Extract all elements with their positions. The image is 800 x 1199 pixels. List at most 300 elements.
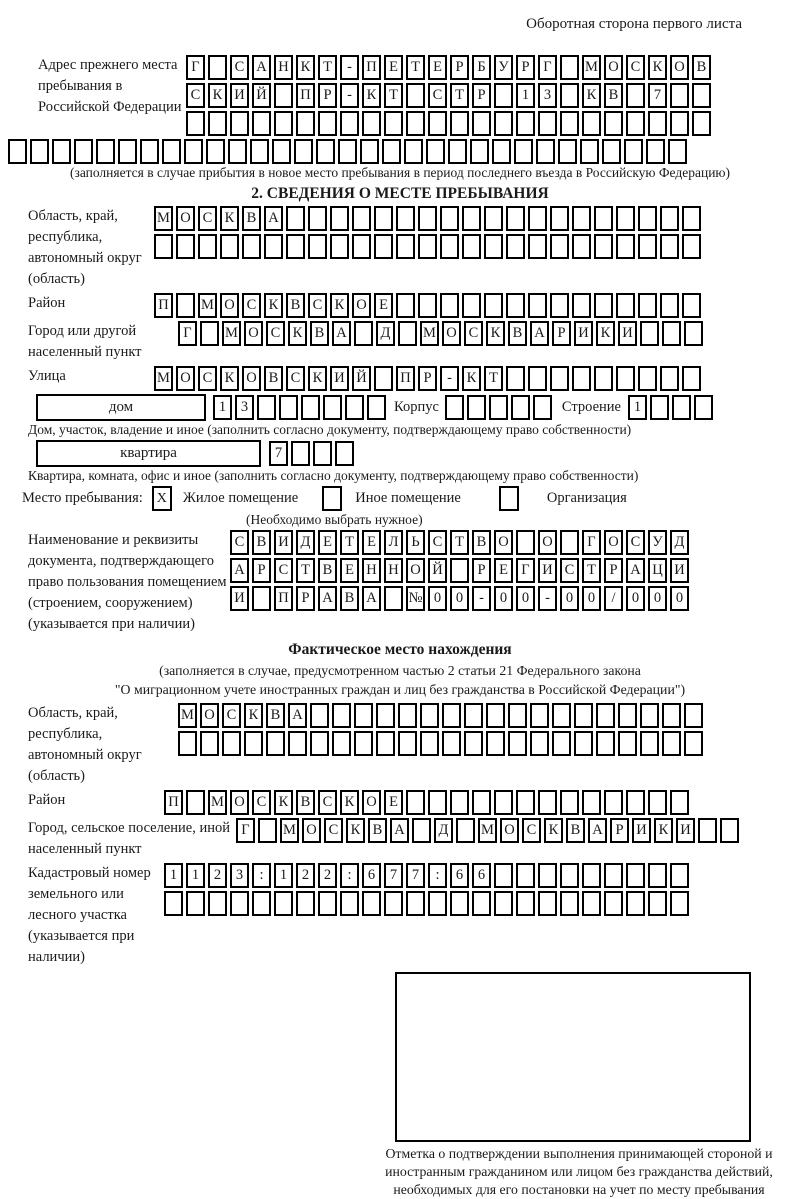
prev-address-row-2: [186, 83, 711, 108]
char-cell: 6: [450, 863, 469, 888]
char-cell: К: [220, 366, 239, 391]
char-cell: Д: [434, 818, 453, 843]
char-cell: Т: [318, 55, 337, 80]
char-cell: С: [198, 366, 217, 391]
char-cell: [200, 321, 219, 346]
char-cell: [538, 891, 557, 916]
char-cell: [560, 863, 579, 888]
char-cell: И: [330, 366, 349, 391]
char-cell: А: [264, 206, 283, 231]
actual-location-note-2: "О миграционном учете иностранных граждан и лиц без гражданства в Российской Федерации"): [114, 681, 686, 697]
char-cell: А: [390, 818, 409, 843]
char-cell: [398, 321, 417, 346]
char-cell: [662, 703, 681, 728]
char-cell: [538, 790, 557, 815]
char-cell: [660, 293, 679, 318]
char-cell: [552, 703, 571, 728]
char-cell: [472, 790, 491, 815]
char-cell: 3: [235, 395, 254, 420]
char-cell: [582, 790, 601, 815]
char-cell: [286, 234, 305, 259]
char-cell: [670, 863, 689, 888]
char-cell: Е: [494, 558, 513, 583]
char-cell: [536, 139, 555, 164]
char-cell: Р: [450, 55, 469, 80]
char-cell: [626, 891, 645, 916]
char-cell: :: [252, 863, 271, 888]
char-cell: С: [242, 293, 261, 318]
char-cell: В: [508, 321, 527, 346]
actual-region-field: [8, 703, 792, 787]
actual-region-row-1: [178, 703, 703, 728]
char-cell: [604, 790, 623, 815]
char-cell: [335, 441, 354, 466]
char-cell: [626, 111, 645, 136]
char-cell: [638, 234, 657, 259]
char-cell: [574, 731, 593, 756]
char-cell: С: [230, 530, 249, 555]
char-cell: [494, 790, 513, 815]
char-cell: Г: [236, 818, 255, 843]
char-cell: В: [242, 206, 261, 231]
char-cell: [660, 366, 679, 391]
char-cell: [164, 891, 183, 916]
char-cell: С: [252, 790, 271, 815]
char-cell: [572, 366, 591, 391]
char-cell: С: [308, 293, 327, 318]
char-cell: [8, 139, 27, 164]
char-cell: И: [538, 558, 557, 583]
char-cell: [462, 206, 481, 231]
char-cell: [596, 731, 615, 756]
char-cell: [486, 731, 505, 756]
char-cell: [266, 731, 285, 756]
char-cell: И: [618, 321, 637, 346]
char-cell: Р: [418, 366, 437, 391]
char-cell: [660, 206, 679, 231]
char-cell: Т: [450, 530, 469, 555]
char-cell: :: [340, 863, 359, 888]
char-cell: Ь: [406, 530, 425, 555]
char-cell: [684, 321, 703, 346]
char-cell: [672, 395, 691, 420]
char-cell: А: [230, 558, 249, 583]
prev-address-row-3: [186, 111, 711, 136]
char-cell: [230, 891, 249, 916]
char-cell: Т: [406, 55, 425, 80]
char-cell: [310, 703, 329, 728]
char-cell: И: [670, 558, 689, 583]
char-cell: [406, 111, 425, 136]
district-row: [154, 293, 701, 318]
char-cell: К: [654, 818, 673, 843]
char-cell: С: [198, 206, 217, 231]
char-cell: В: [296, 790, 315, 815]
char-cell: [428, 111, 447, 136]
char-cell: [118, 139, 137, 164]
char-cell: [426, 139, 445, 164]
char-cell: У: [494, 55, 513, 80]
char-cell: [670, 891, 689, 916]
char-cell: О: [538, 530, 557, 555]
char-cell: 1: [628, 395, 647, 420]
prev-address-row-4: [8, 139, 792, 164]
house-cells: [213, 395, 386, 420]
char-cell: 7: [648, 83, 667, 108]
char-cell: В: [368, 818, 387, 843]
char-cell: А: [362, 586, 381, 611]
char-cell: Е: [318, 530, 337, 555]
char-cell: [264, 234, 283, 259]
char-cell: [244, 731, 263, 756]
char-cell: [684, 731, 703, 756]
char-cell: [418, 234, 437, 259]
char-cell: О: [230, 790, 249, 815]
char-cell: В: [472, 530, 491, 555]
char-cell: [272, 139, 291, 164]
char-cell: [406, 891, 425, 916]
char-cell: К: [274, 790, 293, 815]
char-cell: Т: [484, 366, 503, 391]
char-cell: [428, 891, 447, 916]
house-note: Дом, участок, владение и иное (заполнить согласно документу, подтверждающему право собственности): [28, 422, 632, 437]
char-cell: [494, 83, 513, 108]
char-cell: [448, 139, 467, 164]
char-cell: 0: [670, 586, 689, 611]
char-cell: М: [582, 55, 601, 80]
char-cell: Г: [516, 558, 535, 583]
char-cell: [494, 863, 513, 888]
char-cell: [252, 891, 271, 916]
char-cell: К: [346, 818, 365, 843]
actual-region-row-2: [178, 731, 703, 756]
char-cell: 0: [516, 586, 535, 611]
char-cell: [301, 395, 320, 420]
char-cell: [398, 703, 417, 728]
char-cell: [258, 818, 277, 843]
char-cell: [274, 891, 293, 916]
char-cell: Р: [516, 55, 535, 80]
char-cell: Т: [582, 558, 601, 583]
char-cell: [428, 790, 447, 815]
char-cell: 7: [406, 863, 425, 888]
char-cell: [456, 818, 475, 843]
char-cell: К: [340, 790, 359, 815]
actual-city-field: [8, 818, 792, 860]
char-cell: 1: [274, 863, 293, 888]
char-cell: М: [280, 818, 299, 843]
apartment-cells: [269, 441, 354, 466]
apartment-field: [36, 440, 792, 467]
char-cell: В: [252, 530, 271, 555]
char-cell: С: [324, 818, 343, 843]
char-cell: [162, 139, 181, 164]
char-cell: [440, 293, 459, 318]
char-cell: О: [494, 530, 513, 555]
char-cell: А: [626, 558, 645, 583]
char-cell: [538, 111, 557, 136]
char-cell: В: [604, 83, 623, 108]
char-cell: [384, 111, 403, 136]
char-cell: Е: [340, 558, 359, 583]
char-cell: [384, 891, 403, 916]
char-cell: Б: [472, 55, 491, 80]
char-cell: М: [154, 366, 173, 391]
stay-type-checkbox-residential: X: [152, 486, 172, 511]
char-cell: С: [428, 530, 447, 555]
char-cell: Т: [296, 558, 315, 583]
char-cell: [464, 731, 483, 756]
char-cell: [208, 891, 227, 916]
char-cell: Л: [384, 530, 403, 555]
char-cell: [626, 83, 645, 108]
char-cell: [308, 206, 327, 231]
document-label: Наименование и реквизиты документа, подтверждающего право пользования помещением (строением, сооружением) (указывается при наличии): [28, 532, 227, 632]
char-cell: Е: [374, 293, 393, 318]
char-cell: М: [222, 321, 241, 346]
char-cell: [660, 234, 679, 259]
char-cell: 0: [494, 586, 513, 611]
char-cell: [604, 863, 623, 888]
char-cell: О: [362, 790, 381, 815]
char-cell: [354, 321, 373, 346]
char-cell: К: [288, 321, 307, 346]
char-cell: [308, 234, 327, 259]
stay-type-row: [22, 486, 792, 511]
char-cell: [176, 234, 195, 259]
char-cell: [396, 234, 415, 259]
char-cell: [648, 863, 667, 888]
region-field: [8, 206, 792, 290]
char-cell: 0: [648, 586, 667, 611]
char-cell: [511, 395, 530, 420]
char-cell: С: [522, 818, 541, 843]
actual-location-title: Фактическое место нахождения: [288, 641, 512, 658]
char-cell: С: [560, 558, 579, 583]
char-cell: [362, 111, 381, 136]
char-cell: [286, 206, 305, 231]
district-field: [8, 293, 792, 318]
char-cell: [572, 293, 591, 318]
char-cell: -: [340, 83, 359, 108]
char-cell: [354, 731, 373, 756]
char-cell: [626, 863, 645, 888]
char-cell: [310, 731, 329, 756]
char-cell: -: [472, 586, 491, 611]
char-cell: [484, 293, 503, 318]
char-cell: [594, 293, 613, 318]
char-cell: [52, 139, 71, 164]
char-cell: [604, 891, 623, 916]
char-cell: 3: [230, 863, 249, 888]
char-cell: К: [220, 206, 239, 231]
char-cell: И: [274, 530, 293, 555]
char-cell: Е: [384, 55, 403, 80]
char-cell: К: [208, 83, 227, 108]
region-row-1: [154, 206, 701, 231]
char-cell: [184, 139, 203, 164]
char-cell: [692, 83, 711, 108]
form-page: [0, 16, 800, 1199]
char-cell: [440, 206, 459, 231]
char-cell: [528, 366, 547, 391]
char-cell: [74, 139, 93, 164]
char-cell: М: [154, 206, 173, 231]
char-cell: [648, 111, 667, 136]
char-cell: [550, 293, 569, 318]
char-cell: [650, 395, 669, 420]
char-cell: 1: [213, 395, 232, 420]
char-cell: [274, 83, 293, 108]
cadastral-row-2: [164, 891, 689, 916]
char-cell: [670, 83, 689, 108]
char-cell: 2: [318, 863, 337, 888]
stay-type-option-residential: Жилое помещение: [182, 490, 299, 506]
char-cell: [313, 441, 332, 466]
char-cell: [296, 111, 315, 136]
char-cell: [489, 395, 508, 420]
char-cell: П: [164, 790, 183, 815]
char-cell: [228, 139, 247, 164]
char-cell: [252, 111, 271, 136]
char-cell: Е: [362, 530, 381, 555]
char-cell: Т: [384, 83, 403, 108]
char-cell: [418, 206, 437, 231]
char-cell: [340, 111, 359, 136]
char-cell: [418, 293, 437, 318]
char-cell: [206, 139, 225, 164]
char-cell: [340, 891, 359, 916]
char-cell: А: [588, 818, 607, 843]
char-cell: [406, 790, 425, 815]
char-cell: Д: [376, 321, 395, 346]
char-cell: [662, 321, 681, 346]
char-cell: [648, 891, 667, 916]
char-cell: [616, 234, 635, 259]
char-cell: Н: [274, 55, 293, 80]
char-cell: -: [340, 55, 359, 80]
char-cell: В: [318, 558, 337, 583]
char-cell: О: [176, 206, 195, 231]
char-cell: С: [464, 321, 483, 346]
char-cell: О: [200, 703, 219, 728]
city-label: Город или другой населенный пункт: [28, 323, 142, 360]
char-cell: И: [676, 818, 695, 843]
char-cell: [516, 863, 535, 888]
char-cell: Н: [384, 558, 403, 583]
char-cell: [506, 206, 525, 231]
char-cell: А: [288, 703, 307, 728]
char-cell: О: [406, 558, 425, 583]
cadastral-grid: [164, 863, 689, 916]
char-cell: [332, 703, 351, 728]
char-cell: Д: [670, 530, 689, 555]
char-cell: [552, 731, 571, 756]
char-cell: [376, 731, 395, 756]
char-cell: С: [626, 530, 645, 555]
prev-address-field: [8, 55, 792, 136]
char-cell: 6: [472, 863, 491, 888]
char-cell: К: [596, 321, 615, 346]
char-cell: Ц: [648, 558, 667, 583]
document-grid: [230, 530, 689, 611]
char-cell: [442, 703, 461, 728]
char-cell: [618, 703, 637, 728]
actual-district-field: [8, 790, 792, 815]
actual-region-label: Область, край, республика, автономный округ (область): [28, 705, 142, 784]
char-cell: У: [648, 530, 667, 555]
char-cell: [604, 111, 623, 136]
char-cell: [638, 293, 657, 318]
char-cell: [533, 395, 552, 420]
char-cell: №: [406, 586, 425, 611]
char-cell: Й: [352, 366, 371, 391]
char-cell: В: [264, 366, 283, 391]
char-cell: С: [266, 321, 285, 346]
char-cell: [648, 790, 667, 815]
char-cell: [560, 891, 579, 916]
char-cell: [338, 139, 357, 164]
char-cell: Й: [428, 558, 447, 583]
char-cell: В: [692, 55, 711, 80]
char-cell: [508, 703, 527, 728]
char-cell: [360, 139, 379, 164]
char-cell: [406, 83, 425, 108]
korpus-cells: [445, 395, 552, 420]
char-cell: П: [396, 366, 415, 391]
region-row-2: [154, 234, 701, 259]
char-cell: [640, 731, 659, 756]
char-cell: [580, 139, 599, 164]
stamp-caption: Отметка о подтверждении выполнения принимающей стороной и иностранным гражданином или лицом без гражданства действий, необходимых для его постановки на учет по месту пребывания: [385, 1146, 773, 1197]
char-cell: Е: [384, 790, 403, 815]
char-cell: [404, 139, 423, 164]
prev-address-row-1: [186, 55, 711, 80]
char-cell: П: [274, 586, 293, 611]
prev-address-note: (заполняется в случае прибытия в новое место пребывания в период последнего въезда в Российскую Федерацию): [69, 165, 731, 180]
district-label: Район: [28, 295, 66, 311]
char-cell: [472, 111, 491, 136]
char-cell: [178, 731, 197, 756]
region-grid: [154, 206, 701, 259]
stay-type-checkbox-organization: [499, 486, 519, 511]
char-cell: [398, 731, 417, 756]
char-cell: К: [486, 321, 505, 346]
city-field: [8, 321, 792, 363]
char-cell: [396, 293, 415, 318]
char-cell: [450, 111, 469, 136]
char-cell: О: [604, 530, 623, 555]
char-cell: [582, 111, 601, 136]
stroenie-cells: [628, 395, 713, 420]
char-cell: С: [186, 83, 205, 108]
char-cell: [396, 206, 415, 231]
city-row: [178, 321, 703, 346]
char-cell: 1: [186, 863, 205, 888]
char-cell: [506, 234, 525, 259]
char-cell: [596, 703, 615, 728]
char-cell: [294, 139, 313, 164]
char-cell: [208, 55, 227, 80]
char-cell: [484, 206, 503, 231]
char-cell: Р: [472, 83, 491, 108]
char-cell: [176, 293, 195, 318]
stay-type-checkbox-other: [322, 486, 342, 511]
char-cell: [30, 139, 49, 164]
char-cell: [222, 731, 241, 756]
char-cell: [638, 366, 657, 391]
char-cell: К: [462, 366, 481, 391]
